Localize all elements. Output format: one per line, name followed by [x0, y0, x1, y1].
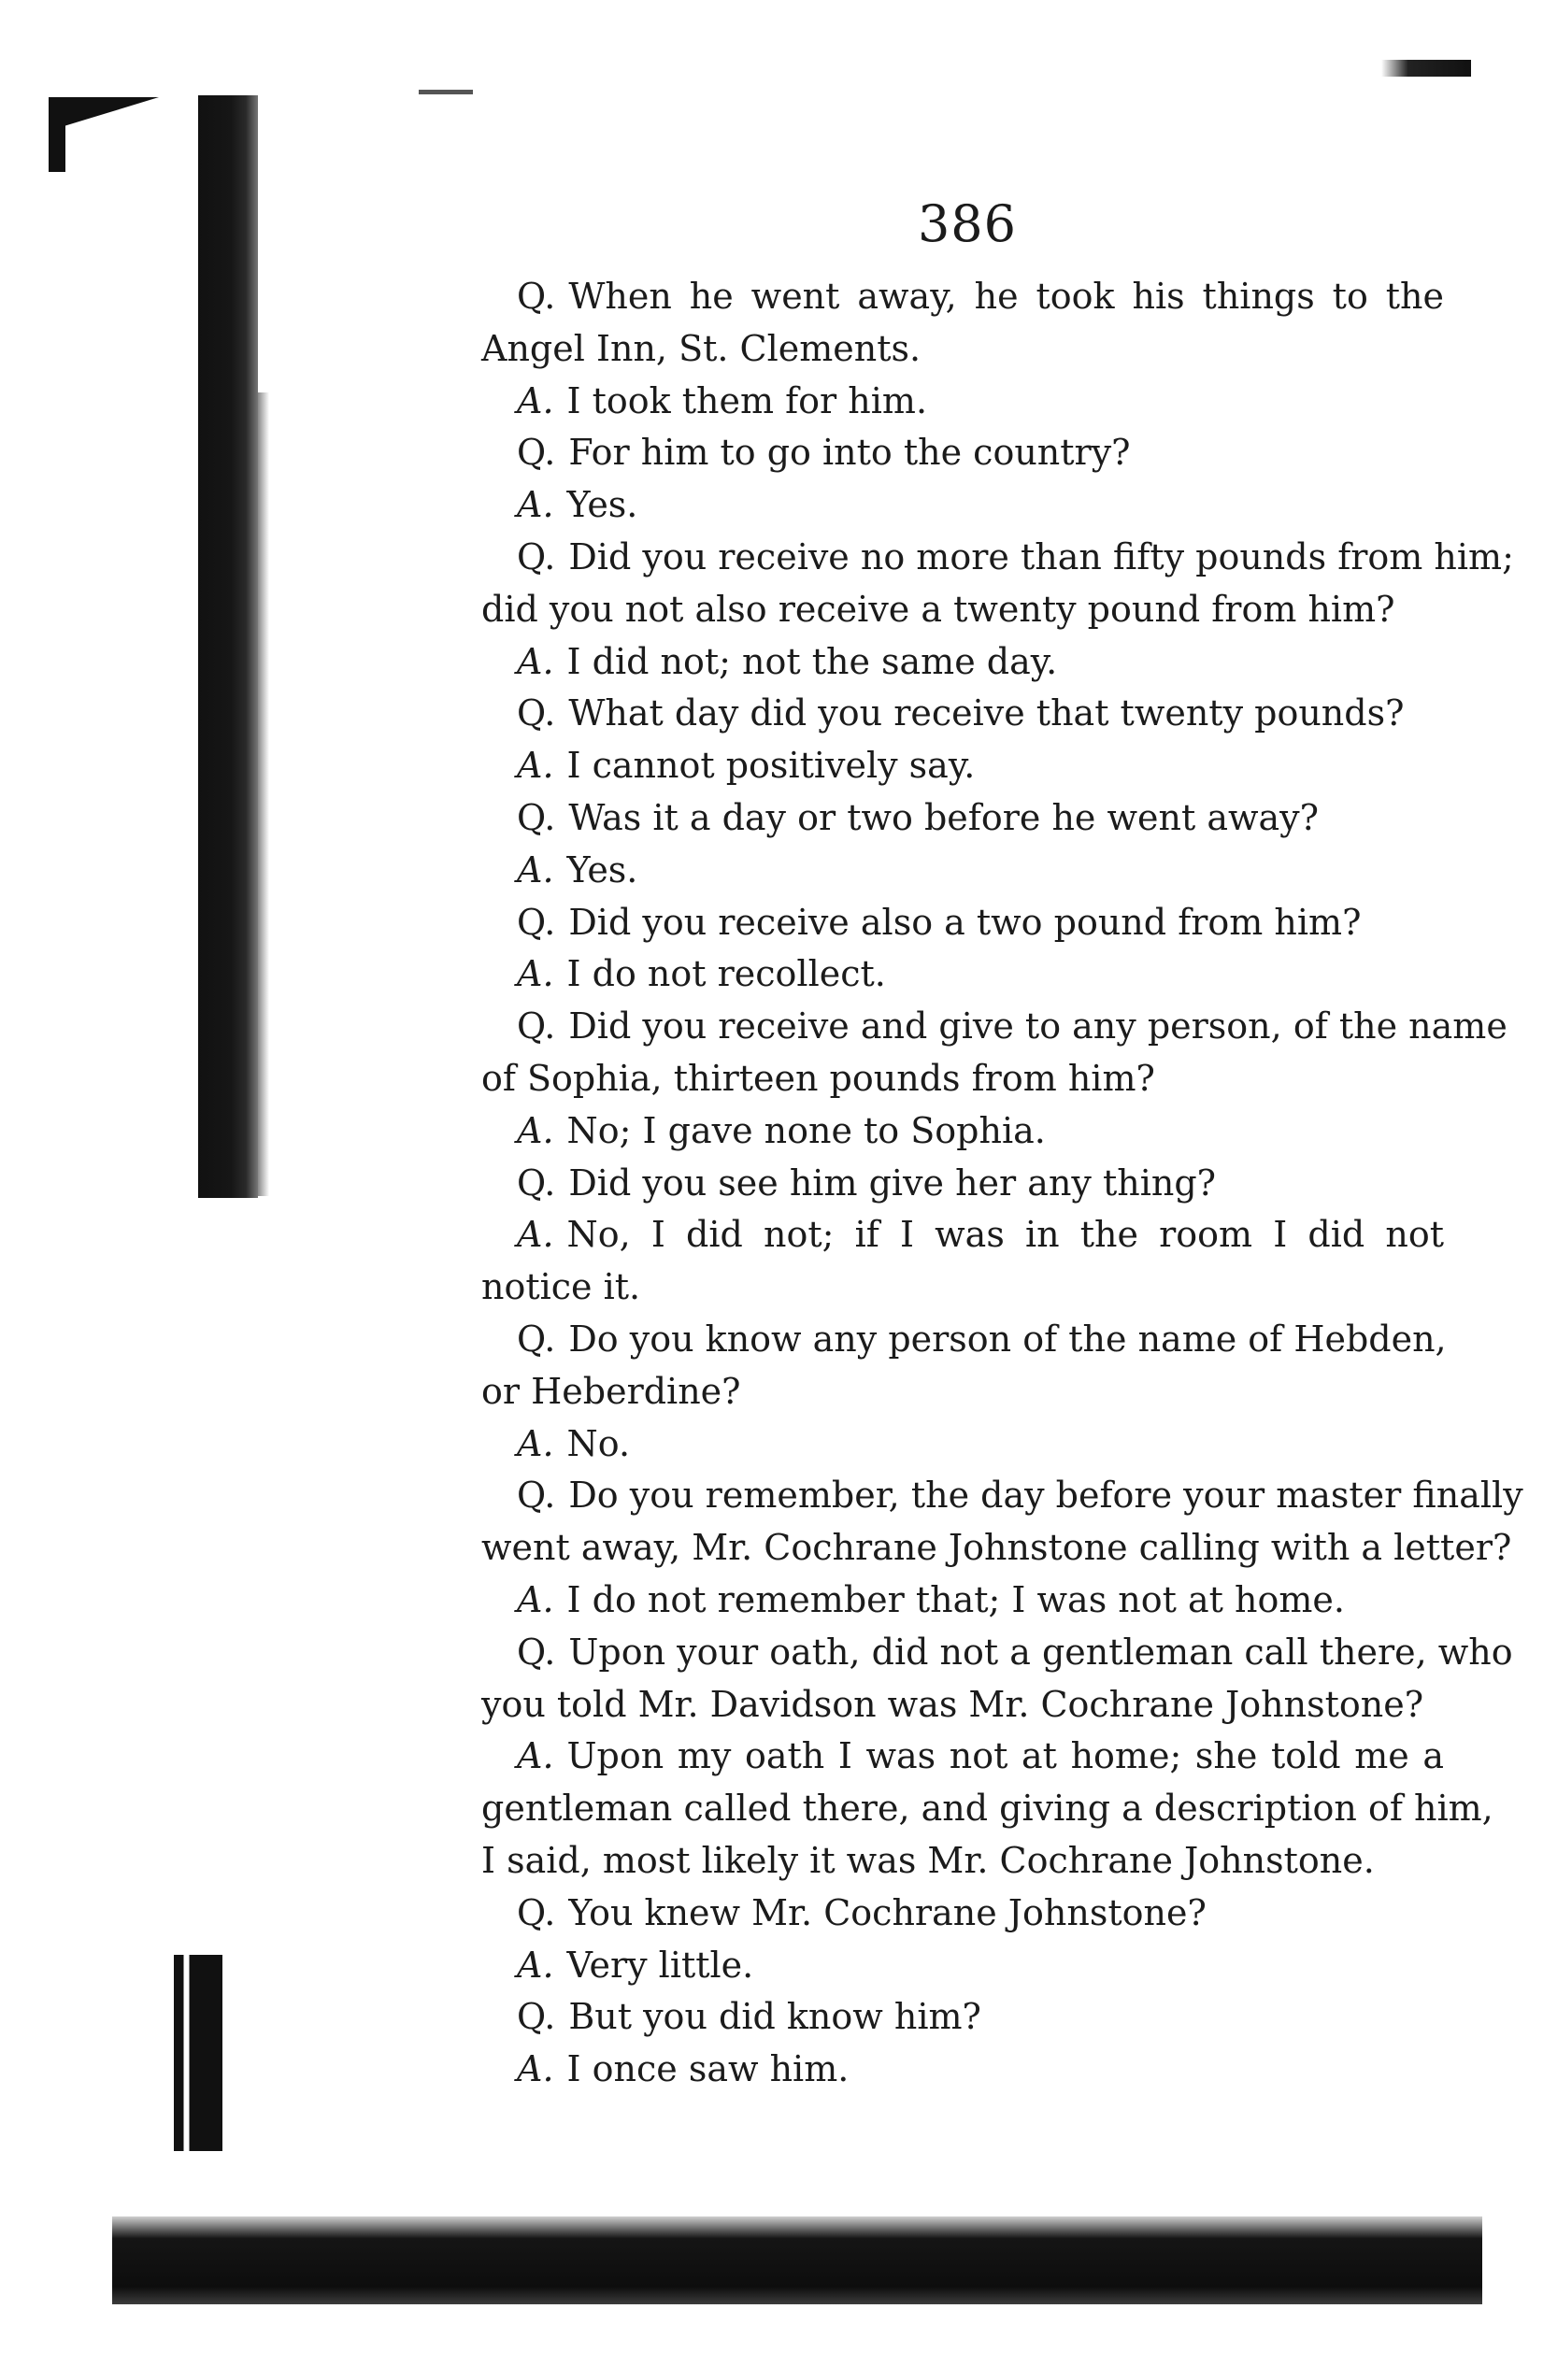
- text-line: [481, 948, 1444, 1001]
- text-line: [481, 479, 1444, 532]
- text-line: [481, 1991, 1444, 2044]
- answer-marker: A.: [517, 848, 554, 891]
- question-marker: Q.: [517, 1891, 556, 1933]
- text-line: [481, 532, 1514, 584]
- line-text: When he went away, he took his things to the: [568, 276, 1444, 317]
- answer-marker: A.: [517, 484, 554, 526]
- text-line: [481, 1209, 1444, 1261]
- top-scan-mark: [419, 90, 473, 94]
- question-marker: Q.: [517, 1161, 556, 1204]
- question-marker: Q.: [517, 1631, 556, 1673]
- corner-scan-mark: [49, 97, 161, 172]
- line-text: I did not; not the same day.: [566, 640, 1058, 682]
- line-text: Was it a day or two before he went away?: [568, 796, 1320, 838]
- answer-marker: A.: [517, 745, 554, 787]
- line-text: For him to go into the country?: [568, 432, 1131, 474]
- question-marker: Q.: [517, 1996, 556, 2038]
- answer-marker: A.: [517, 2048, 554, 2090]
- text-line: [481, 271, 1444, 323]
- question-marker: Q.: [517, 1318, 556, 1360]
- line-text: you told Mr. Davidson was Mr. Cochrane Johnstone?: [481, 1683, 1424, 1725]
- line-text: Did you see him give her any thing?: [568, 1161, 1217, 1204]
- top-right-scan-mark: [1381, 60, 1471, 77]
- text-line: [481, 376, 1444, 428]
- line-text: But you did know him?: [568, 1996, 981, 2038]
- text-line: [481, 897, 1444, 949]
- text-line: [481, 792, 1444, 845]
- answer-marker: A.: [517, 1422, 554, 1464]
- line-text: No, I did not; if I was in the room I did not: [566, 1214, 1444, 1256]
- transcript-text: [481, 271, 1523, 2096]
- line-text: Yes.: [566, 484, 638, 526]
- text-line: [481, 1001, 1507, 1053]
- text-line: [481, 427, 1444, 479]
- answer-marker: A.: [517, 1735, 554, 1777]
- line-text: No; I gave none to Sophia.: [566, 1109, 1046, 1151]
- answer-marker: A.: [517, 1214, 554, 1256]
- line-text: Upon my oath I was not at home; she told me a: [566, 1735, 1444, 1777]
- line-text: Yes.: [566, 848, 638, 891]
- text-line: [481, 1835, 1444, 1888]
- text-line: [481, 1679, 1444, 1732]
- text-line: [481, 584, 1444, 636]
- line-text: of Sophia, thirteen pounds from him?: [481, 1057, 1155, 1099]
- line-text: or Heberdine?: [481, 1370, 741, 1412]
- text-line: [481, 1575, 1444, 1627]
- text-line: [481, 636, 1444, 689]
- text-line: [481, 1366, 1444, 1418]
- question-marker: Q.: [517, 276, 556, 317]
- line-text: did you not also receive a twenty pound from him?: [481, 588, 1395, 630]
- text-line: [481, 688, 1444, 740]
- line-text: went away, Mr. Cochrane Johnstone calling with a letter?: [481, 1527, 1512, 1569]
- answer-marker: A.: [517, 953, 554, 995]
- line-text: Did you receive no more than fifty pounds from him;: [568, 535, 1514, 577]
- text-line: [481, 1731, 1444, 1783]
- line-text: Did you receive also a two pound from him?: [568, 901, 1362, 943]
- question-marker: Q.: [517, 692, 556, 734]
- answer-marker: A.: [517, 1578, 554, 1620]
- line-text: notice it.: [481, 1266, 641, 1308]
- page-number: 386: [917, 194, 1018, 253]
- binding-shadow-fade: [258, 392, 269, 1196]
- lower-left-scan-mark: [174, 1955, 222, 2151]
- text-line: [481, 1888, 1444, 1940]
- answer-marker: A.: [517, 1109, 554, 1151]
- line-text: You knew Mr. Cochrane Johnstone?: [568, 1891, 1207, 1933]
- answer-marker: A.: [517, 640, 554, 682]
- question-marker: Q.: [517, 796, 556, 838]
- question-marker: Q.: [517, 432, 556, 474]
- text-line: [481, 1418, 1444, 1471]
- text-line: [481, 1105, 1444, 1158]
- text-line: [481, 2044, 1444, 2096]
- line-text: Very little.: [566, 1944, 754, 1986]
- line-text: I do not recollect.: [566, 953, 886, 995]
- question-marker: Q.: [517, 1475, 556, 1517]
- question-marker: Q.: [517, 535, 556, 577]
- text-line: [481, 1783, 1493, 1835]
- line-text: Do you know any person of the name of Hebden,: [568, 1318, 1447, 1360]
- text-line: [481, 740, 1444, 792]
- line-text: I took them for him.: [566, 379, 928, 421]
- line-text: No.: [566, 1422, 631, 1464]
- line-text: Do you remember, the day before your master finally: [568, 1475, 1523, 1517]
- answer-marker: A.: [517, 1944, 554, 1986]
- line-text: I once saw him.: [566, 2048, 850, 2090]
- text-line: [481, 1470, 1523, 1522]
- binding-shadow: [198, 95, 258, 1198]
- text-line: [481, 1627, 1513, 1679]
- line-text: I do not remember that; I was not at home.: [566, 1578, 1345, 1620]
- text-line: [481, 1261, 1444, 1314]
- text-line: [481, 1940, 1444, 1992]
- line-text: Angel Inn, St. Clements.: [481, 327, 922, 369]
- line-text: I said, most likely it was Mr. Cochrane Johnstone.: [481, 1839, 1375, 1881]
- line-text: What day did you receive that twenty pounds?: [568, 692, 1405, 734]
- text-line: [481, 323, 1444, 376]
- question-marker: Q.: [517, 1005, 556, 1047]
- text-line: [481, 1522, 1512, 1575]
- question-marker: Q.: [517, 901, 556, 943]
- line-text: Did you receive and give to any person, of the name: [568, 1005, 1507, 1047]
- line-text: I cannot positively say.: [566, 745, 976, 787]
- answer-marker: A.: [517, 379, 554, 421]
- text-line: [481, 1158, 1444, 1210]
- line-text: Upon your oath, did not a gentleman call there, who: [568, 1631, 1513, 1673]
- text-line: [481, 1053, 1444, 1105]
- bottom-scan-bar: [112, 2216, 1482, 2304]
- line-text: gentleman called there, and giving a description of him,: [481, 1788, 1493, 1830]
- text-line: [481, 845, 1444, 897]
- text-line: [481, 1314, 1447, 1366]
